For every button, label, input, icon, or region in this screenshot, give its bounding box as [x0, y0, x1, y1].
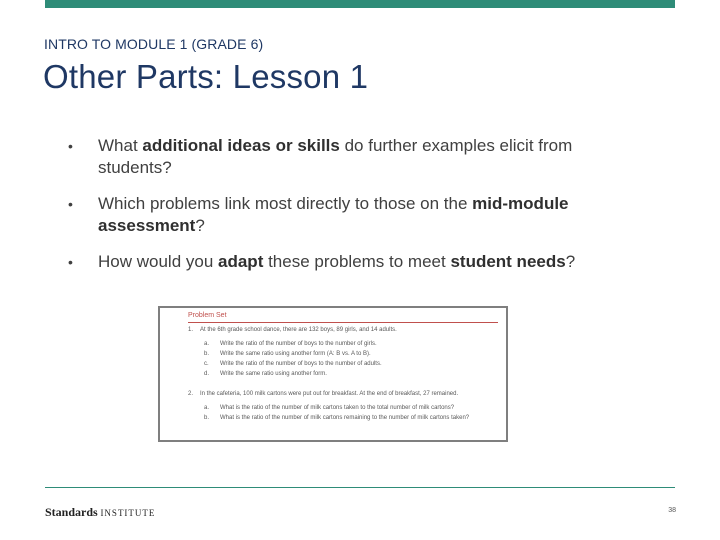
sub-question-label: b. — [204, 351, 210, 357]
sub-question-label: a. — [204, 341, 210, 347]
sub-question-label: b. — [204, 415, 210, 421]
module-eyebrow: INTRO TO MODULE 1 (GRADE 6) — [44, 36, 264, 52]
footer-rule — [45, 487, 675, 488]
question-list — [68, 135, 648, 287]
sub-question-label: a. — [204, 405, 210, 411]
bullet-item: • Which problems link most directly to those on the mid-module assessment? — [68, 194, 569, 235]
question-number: 2. — [188, 391, 194, 397]
standards-institute-logo: Standards INSTITUTE — [45, 505, 156, 519]
bullet-item: • How would you adapt these problems to meet student needs? — [68, 252, 576, 271]
bullet-item: • What additional ideas or skills do further examples elicit from students? — [68, 136, 573, 177]
bullet-dot-icon: • — [68, 138, 73, 154]
bullet-dot-icon: • — [68, 196, 73, 212]
sub-question-text: Write the same ratio using another form. — [220, 371, 327, 377]
top-accent-bar — [45, 0, 675, 8]
problem-set-rule — [188, 322, 498, 323]
sub-question-text: What is the ratio of the number of milk cartons remaining to the number of milk cartons taken? — [220, 415, 470, 421]
problem-set-heading: Problem Set — [188, 312, 227, 319]
sub-question-text: Write the ratio of the number of boys to the number of girls. — [220, 341, 377, 347]
problem-set-image — [158, 306, 508, 442]
sub-question-text: Write the ratio of the number of boys to the number of adults. — [220, 361, 382, 367]
question-text: In the cafeteria, 100 milk cartons were put out for breakfast. At the end of breakfast, 27 remained. — [200, 391, 459, 397]
question-text: At the 6th grade school dance, there are 132 boys, 89 girls, and 14 adults. — [200, 327, 397, 333]
sub-question-text: What is the ratio of the number of milk cartons taken to the total number of milk cartons? — [220, 405, 455, 411]
sub-question-text: Write the same ratio using another form (A: B vs. A to B). — [220, 351, 371, 357]
question-number: 1. — [188, 327, 194, 333]
sub-question-label: c. — [204, 361, 209, 367]
slide-title: Other Parts: Lesson 1 — [43, 58, 369, 95]
page-number: 38 — [668, 507, 676, 514]
sub-question-label: d. — [204, 371, 210, 377]
bullet-dot-icon: • — [68, 254, 73, 270]
